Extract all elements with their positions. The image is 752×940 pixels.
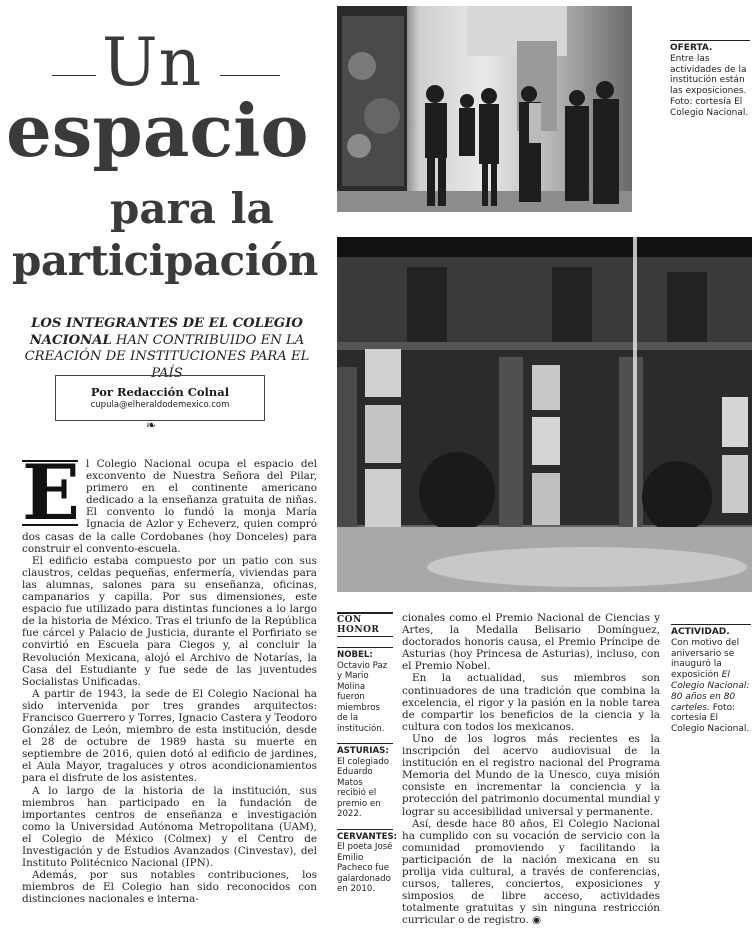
deck-bold: LOS INTEGRANTES DE EL COLEGIO NACIONAL — [29, 316, 303, 348]
headline-rule-right — [220, 75, 280, 76]
paragraph-8: Uno de los logros más recientes es la inscripción del acervo audiovisual de la institución en el registro nacional del Programa Memoria del Mundo de la Unesco, cuya misión consiste en incrementar la conciencia y la protección del patrimonio documental mundial y lograr su accesibilidad universal y permanente. — [402, 732, 660, 818]
sidebar-item-text: Octavio Paz y Mario Molina fueron miembros de la institución. — [337, 660, 388, 734]
paragraph-4: A lo largo de la historia de la institución, sus miembros han participado en la fundación de importantes centros de enseñanza e investigación como la Universidad Autónoma Metropolitana (UAM), el Colegio de México (Colmex) y el Centro de Investigación y de Estudios Avanzados (Cinvestav), del Instituto Politécnico Nacional (IPN). — [22, 784, 317, 870]
sidebar-title: CON HONOR — [337, 612, 393, 637]
exhibition-photo-illustration — [337, 6, 632, 212]
headline-line-3: para la — [110, 184, 274, 233]
article-column-1 — [22, 458, 317, 938]
paragraph-5: Además, por sus notables contribuciones, los miembros de El Colegio han sido reconocidos con distinciones nacionales e interna- — [22, 869, 317, 906]
byline-author: Por Redacción Colnal — [90, 385, 230, 399]
caption-actividad-italic: El Colegio Nacional: 80 años en 80 carteles. — [671, 670, 750, 713]
paragraph-2: El edificio estaba compuesto por un patio con sus claustros, celdas pequeñas, enfermería, viviendas para las alumnas, salones para su enseñanza, oficinas, campanarios y capilla. Por sus dimensiones, este espacio fue utilizado para distintas funciones a lo largo de la historia de México. Tras el triunfo de la República fue cárcel y Palacio de Justicia, durante el Porfiriato se convirtió en Escuela para Ciegos y, al concluir la Revolución Mexicana, alojó el Archivo de Notarías, la Casa del Estudiante y fue sede de las juventudes Socialistas Unificadas. — [22, 554, 317, 688]
paragraph-1: l Colegio Nacional ocupa el espacio del exconvento de Nuestra Señora del Pilar, primero en el continente americano dedicado a la enseñanza gratuita de niñas. El convento lo fundó la monja María Ignacia de Azlor y Echeverz, quien compró dos casas de la calle Cordobanes (hoy Donceles) para construir el convento-escuela. — [22, 458, 317, 555]
paragraph-7: En la actualidad, sus miembros son continuadores de una tradición que combina la excelencia, el rigor y la pasión en la noble tarea de compartir los beneficios de la ciencia y la cultura con todos los mexicanos. — [402, 672, 660, 733]
sidebar-item-text: El poeta José Emilio Pacheco fue galardonado en 2010. — [337, 842, 393, 894]
caption-actividad — [671, 624, 751, 735]
paragraph-3: A partir de 1943, la sede de El Colegio Nacional ha sido intervenida por tres grandes arquitectos: Francisco Guerrero y Torres, Ignacio Castera y Teodoro González de León, miembro de esta institución, desde el 28 de octubre de 1989 hasta su muerte en septiembre de 2016, quien dotó al edificio de jardines, el Aula Mayor, tragaluces y otros acondicionamientos para el disfrute de los asistentes. — [22, 687, 317, 785]
sidebar-item-label: NOBEL: — [337, 647, 393, 661]
courtyard-photo-illustration — [337, 237, 752, 592]
caption-actividad-text-a: Con motivo del aniversario se inauguró la exposición — [671, 637, 740, 681]
drop-cap: E — [22, 458, 80, 537]
caption-oferta — [670, 40, 750, 119]
article-column-3 — [402, 612, 660, 938]
sidebar-item-asturias — [337, 743, 393, 820]
sidebar-item-nobel — [337, 647, 393, 734]
caption-actividad-label: ACTIVIDAD. — [671, 627, 730, 637]
exhibition-photo — [337, 6, 632, 212]
sidebar-item-label: ASTURIAS: — [337, 743, 393, 757]
headline-rule-left — [52, 75, 96, 76]
headline-line-2: espacio — [6, 88, 309, 173]
paragraph-9-text: Así, desde hace 80 años, El Colegio Nacional ha cumplido con su vocación de servicio con la comunidad promoviendo y facilitando la participación de la nación mexicana en su prolija vida cultural, a través de conferencias, cursos, talleres, conciertos, exposiciones y simposios de libre acceso, actividades totalmente gratuitas y sin ninguna restricción curricular o de registro. — [402, 817, 660, 927]
paragraph-6: cionales como el Premio Nacional de Ciencias y Artes, la Medalla Belisario Domínguez, doctorados honoris causa, el Premio Príncipe de Asturias (hoy Princesa de Asturias), incluso, con el Premio Nobel. — [402, 612, 660, 673]
byline-box — [55, 375, 265, 421]
deck — [12, 316, 322, 382]
caption-oferta-label: OFERTA. — [670, 43, 713, 53]
deck-rest: HAN CONTRIBUIDO EN LA CREACIÓN DE INSTITUCIONES PARA EL PAÍS — [24, 332, 310, 381]
sidebar-item-cervantes — [337, 829, 398, 895]
ornament-icon: ❧ — [146, 418, 157, 432]
caption-oferta-text: Entre las actividades de la institución están las exposiciones. Foto: cortesía El Colegio Nacional. — [670, 53, 749, 118]
headline-line-4: participación — [12, 236, 318, 285]
sidebar-con-honor — [337, 612, 398, 904]
sidebar-item-text: El colegiado Eduardo Matos recibió el premio en 2022. — [337, 756, 390, 819]
headline-line-1: Un — [102, 24, 203, 101]
sidebar-item-label: CERVANTES: — [337, 829, 393, 843]
paragraph-9 — [402, 818, 660, 927]
byline-email[interactable]: cupula@elheraldodemexico.com — [90, 400, 230, 410]
end-mark-icon: ◉ — [531, 914, 542, 927]
caption-actividad-text-b: Foto: cortesía El Colegio Nacional. — [671, 702, 750, 735]
courtyard-photo — [337, 237, 752, 592]
